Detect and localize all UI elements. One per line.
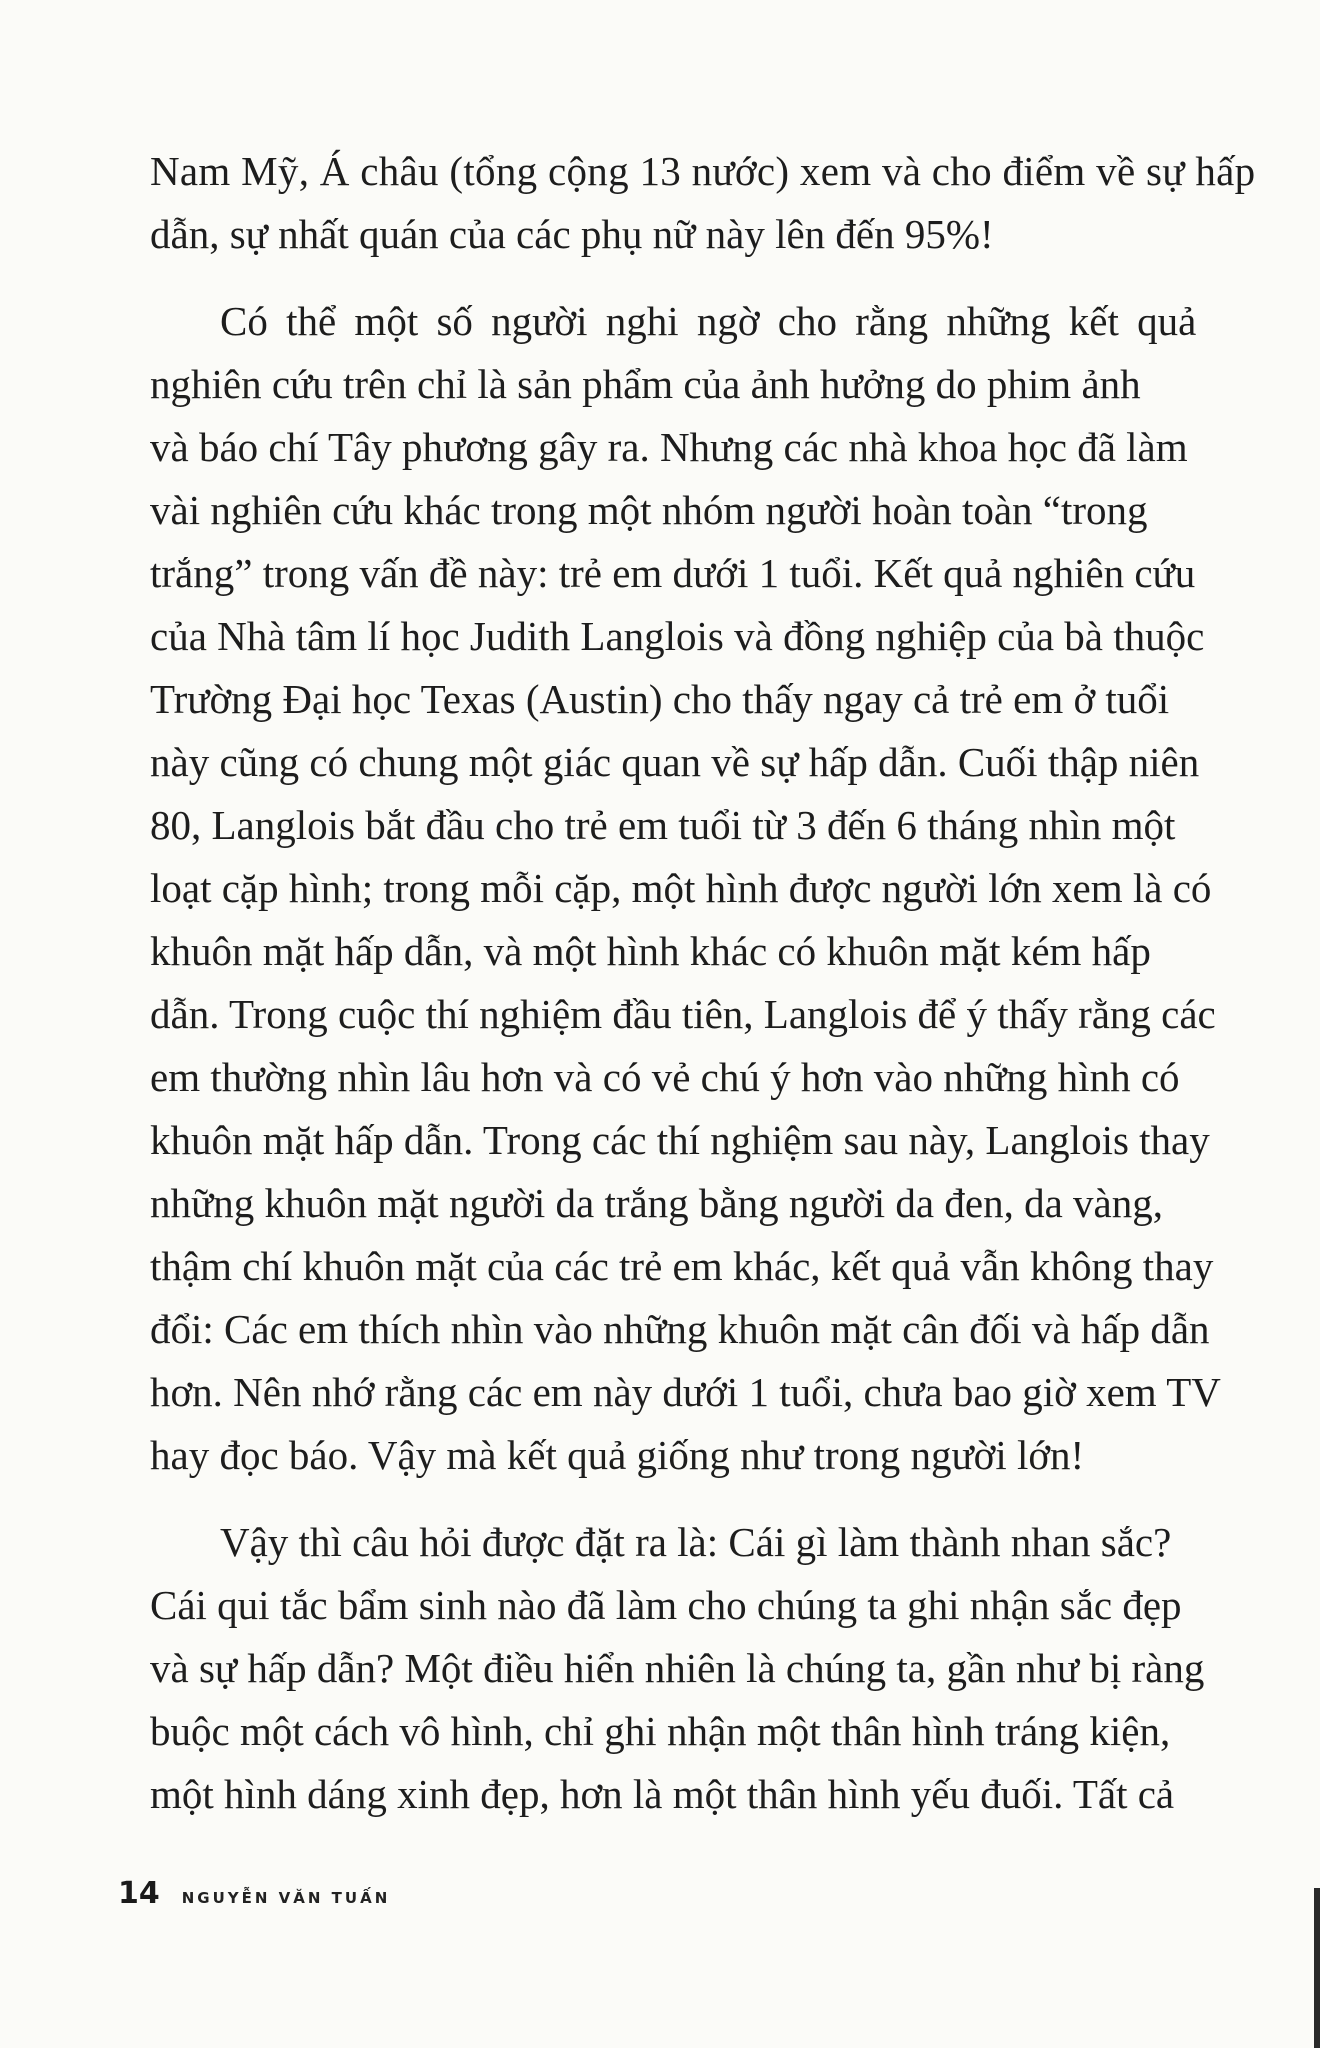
text-line: hay đọc báo. Vậy mà kết quả giống như trong người lớn! <box>150 1432 1085 1478</box>
text-line: vài nghiên cứu khác trong một nhóm người hoàn toàn “trong <box>150 487 1148 533</box>
text-line: những khuôn mặt người da trắng bằng người da đen, da vàng, <box>150 1180 1163 1226</box>
text-line: 80, Langlois bắt đầu cho trẻ em tuổi từ 3 đến 6 tháng nhìn một <box>150 802 1176 848</box>
text-line: buộc một cách vô hình, chỉ ghi nhận một thân hình tráng kiện, <box>150 1708 1171 1754</box>
page-footer <box>118 1876 390 1916</box>
text-line: dẫn. Trong cuộc thí nghiệm đầu tiên, Langlois để ý thấy rằng các <box>150 991 1216 1037</box>
text-line: em thường nhìn lâu hơn và có vẻ chú ý hơn vào những hình có <box>150 1054 1180 1100</box>
text-line: Trường Đại học Texas (Austin) cho thấy ngay cả trẻ em ở tuổi <box>150 676 1170 722</box>
text-line: khuôn mặt hấp dẫn. Trong các thí nghiệm sau này, Langlois thay <box>150 1117 1210 1163</box>
text-line: Cái qui tắc bẩm sinh nào đã làm cho chúng ta ghi nhận sắc đẹp <box>150 1582 1182 1628</box>
body-text <box>150 140 1256 1826</box>
paragraph-gap <box>150 1487 1236 1511</box>
text-line: này cũng có chung một giác quan về sự hấp dẫn. Cuối thập niên <box>150 739 1200 785</box>
text-line: đổi: Các em thích nhìn vào những khuôn mặt cân đối và hấp dẫn <box>150 1306 1210 1352</box>
text-line: thậm chí khuôn mặt của các trẻ em khác, kết quả vẫn không thay <box>150 1243 1214 1289</box>
page-number: 14 <box>118 1876 160 1911</box>
text-line: dẫn, sự nhất quán của các phụ nữ này lên đến 95%! <box>150 211 994 257</box>
text-line: Nam Mỹ, Á châu (tổng cộng 13 nước) xem và cho điểm về sự hấp <box>150 148 1256 194</box>
text-line: trắng” trong vấn đề này: trẻ em dưới 1 tuổi. Kết quả nghiên cứu <box>150 550 1196 596</box>
text-line: khuôn mặt hấp dẫn, và một hình khác có khuôn mặt kém hấp <box>150 928 1151 974</box>
text-line: và sự hấp dẫn? Một điều hiển nhiên là chúng ta, gần như bị ràng <box>150 1645 1205 1691</box>
text-line: và báo chí Tây phương gây ra. Nhưng các nhà khoa học đã làm <box>150 424 1188 470</box>
text-line: một hình dáng xinh đẹp, hơn là một thân hình yếu đuối. Tất cả <box>150 1771 1175 1817</box>
text-line: Có thể một số người nghi ngờ cho rằng những kết quả <box>220 298 1197 344</box>
running-head-author: NGUYỄN VĂN TUẤN <box>181 1889 391 1907</box>
text-line: Vậy thì câu hỏi được đặt ra là: Cái gì làm thành nhan sắc? <box>220 1519 1172 1565</box>
text-line: hơn. Nên nhớ rằng các em này dưới 1 tuổi, chưa bao giờ xem TV <box>150 1369 1221 1415</box>
paragraph-gap <box>150 266 1236 290</box>
text-line: của Nhà tâm lí học Judith Langlois và đồng nghiệp của bà thuộc <box>150 613 1205 659</box>
text-line: loạt cặp hình; trong mỗi cặp, một hình được người lớn xem là có <box>150 865 1212 911</box>
text-line: nghiên cứu trên chỉ là sản phẩm của ảnh hưởng do phim ảnh <box>150 361 1141 407</box>
page-edge-shadow <box>1314 1888 1320 2048</box>
